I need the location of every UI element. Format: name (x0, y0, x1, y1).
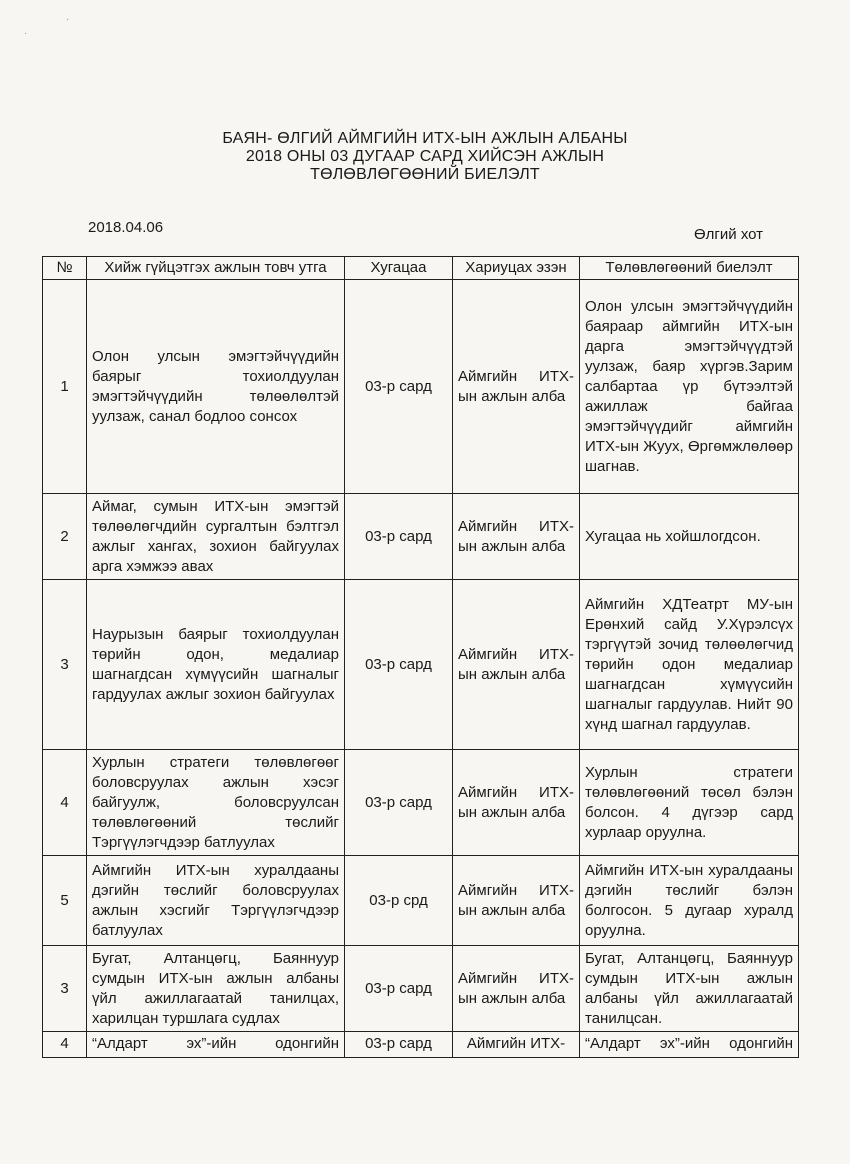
scan-speck: · (24, 28, 28, 39)
cell-no: 5 (43, 856, 87, 946)
cell-result: “Алдарт эх”-ийн одонгийн (580, 1032, 799, 1058)
cell-task: Наурызын баярыг тохиолдуулан төрийн одон, медалиар шагнагдсан хүмүүсийн шагналыг гардуулах ажлыг зохион байгуулах (87, 580, 345, 750)
table-row (43, 856, 799, 946)
title-line-1: БАЯН- ӨЛГИЙ АЙМГИЙН ИТХ-ЫН АЖЛЫН АЛБАНЫ (222, 130, 628, 147)
cell-deadline: 03-р сард (345, 946, 453, 1032)
cell-responsible: Аймгийн ИТХ-ын ажлын алба (453, 856, 580, 946)
cell-task: Бугат, Алтанцөгц, Баяннуур сумдын ИТХ-ын ажлын албаны үйл ажиллагаатай танилцах, харилцан туршлага судлах (87, 946, 345, 1032)
document-title (0, 130, 850, 184)
cell-deadline: 03-р сард (345, 1032, 453, 1058)
cell-deadline: 03-р сард (345, 750, 453, 856)
header-no: № (43, 257, 87, 280)
table-row (43, 946, 799, 1032)
cell-result: Хурлын стратеги төлөвлөгөөний төсөл бэлэн болсон. 4 дүгээр сард хурлаар оруулна. (580, 750, 799, 856)
scan-speck: · (66, 14, 70, 25)
cell-task: “Алдарт эх”-ийн одонгийн (87, 1032, 345, 1058)
cell-responsible: Аймгийн ИТХ- (453, 1032, 580, 1058)
cell-responsible: Аймгийн ИТХ-ын ажлын алба (453, 580, 580, 750)
cell-result: Бугат, Алтанцөгц, Баяннуур сумдын ИТХ-ын ажлын албаны үйл ажиллагаатай танилцсан. (580, 946, 799, 1032)
header-result: Төлөвлөгөөний биелэлт (580, 257, 799, 280)
table-row (43, 280, 799, 494)
cell-result: Хугацаа нь хойшлогдсон. (580, 494, 799, 580)
cell-responsible: Аймгийн ИТХ-ын ажлын алба (453, 946, 580, 1032)
cell-no: 2 (43, 494, 87, 580)
cell-deadline: 03-р срд (345, 856, 453, 946)
cell-result: Аймгийн ХДТеатрт МУ-ын Ерөнхий сайд У.Хүрэлсүх тэргүүтэй зочид төлөөлөгчид төрийн одон медалиар шагнагдсан хүмүүсийн шагналыг гардуулав. Нийт 90 хүнд шагнал гардуулав. (580, 580, 799, 750)
cell-responsible: Аймгийн ИТХ-ын ажлын алба (453, 494, 580, 580)
work-plan-table (42, 256, 799, 1058)
header-responsible: Хариуцах эзэн (453, 257, 580, 280)
cell-task: Аймгийн ИТХ-ын хуралдааны дэгийн төслийг боловсруулах ажлын хэсгийг Тэргүүлэгчдээр батлуулах (87, 856, 345, 946)
table-row (43, 1032, 799, 1058)
cell-no: 3 (43, 946, 87, 1032)
cell-no: 4 (43, 750, 87, 856)
title-line-3: ТӨЛӨВЛӨГӨӨНИЙ БИЕЛЭЛТ (310, 166, 540, 183)
header-task: Хийж гүйцэтгэх ажлын товч утга (87, 257, 345, 280)
table-row (43, 580, 799, 750)
cell-task: Аймаг, сумын ИТХ-ын эмэгтэй төлөөлөгчдийн сургалтын бэлтгэл ажлыг хангах, зохион байгуулах арга хэмжээ авах (87, 494, 345, 580)
title-line-2: 2018 ОНЫ 03 ДУГААР САРД ХИЙСЭН АЖЛЫН (245, 148, 605, 165)
cell-responsible: Аймгийн ИТХ-ын ажлын алба (453, 280, 580, 494)
cell-deadline: 03-р сард (345, 580, 453, 750)
table-row (43, 750, 799, 856)
cell-task: Олон улсын эмэгтэйчүүдийн баярыг тохиолдуулан эмэгтэйчүүдийн төлөөлөлтэй уулзаж, санал бодлоо сонсох (87, 280, 345, 494)
cell-no: 3 (43, 580, 87, 750)
cell-task: Хурлын стратеги төлөвлөгөөг боловсруулах ажлын хэсэг байгуулж, боловсруулсан төлөвлөгөөний төслийг Тэргүүлэгчдээр батлуулах (87, 750, 345, 856)
document-place: Өлгий хот (694, 226, 764, 243)
cell-no: 4 (43, 1032, 87, 1058)
table-row (43, 494, 799, 580)
cell-result: Аймгийн ИТХ-ын хуралдааны дэгийн төслийг бэлэн болгосон. 5 дугаар хуралд оруулна. (580, 856, 799, 946)
cell-responsible: Аймгийн ИТХ-ын ажлын алба (453, 750, 580, 856)
cell-deadline: 03-р сард (345, 494, 453, 580)
cell-result: Олон улсын эмэгтэйчүүдийн баяраар аймгийн ИТХ-ын дарга эмэгтэйчүүдтэй уулзаж, баяр хүргэв.Зарим салбартаа үр бүтээлтэй ажиллаж байгаа эмэгтэйчүүдийг аймгийн ИТХ-ын Жуух, Өргөмжлөлөөр шагнав. (580, 280, 799, 494)
table-header-row (43, 257, 799, 280)
document-date: 2018.04.06 (88, 219, 164, 236)
cell-no: 1 (43, 280, 87, 494)
cell-deadline: 03-р сард (345, 280, 453, 494)
header-deadline: Хугацаа (345, 257, 453, 280)
